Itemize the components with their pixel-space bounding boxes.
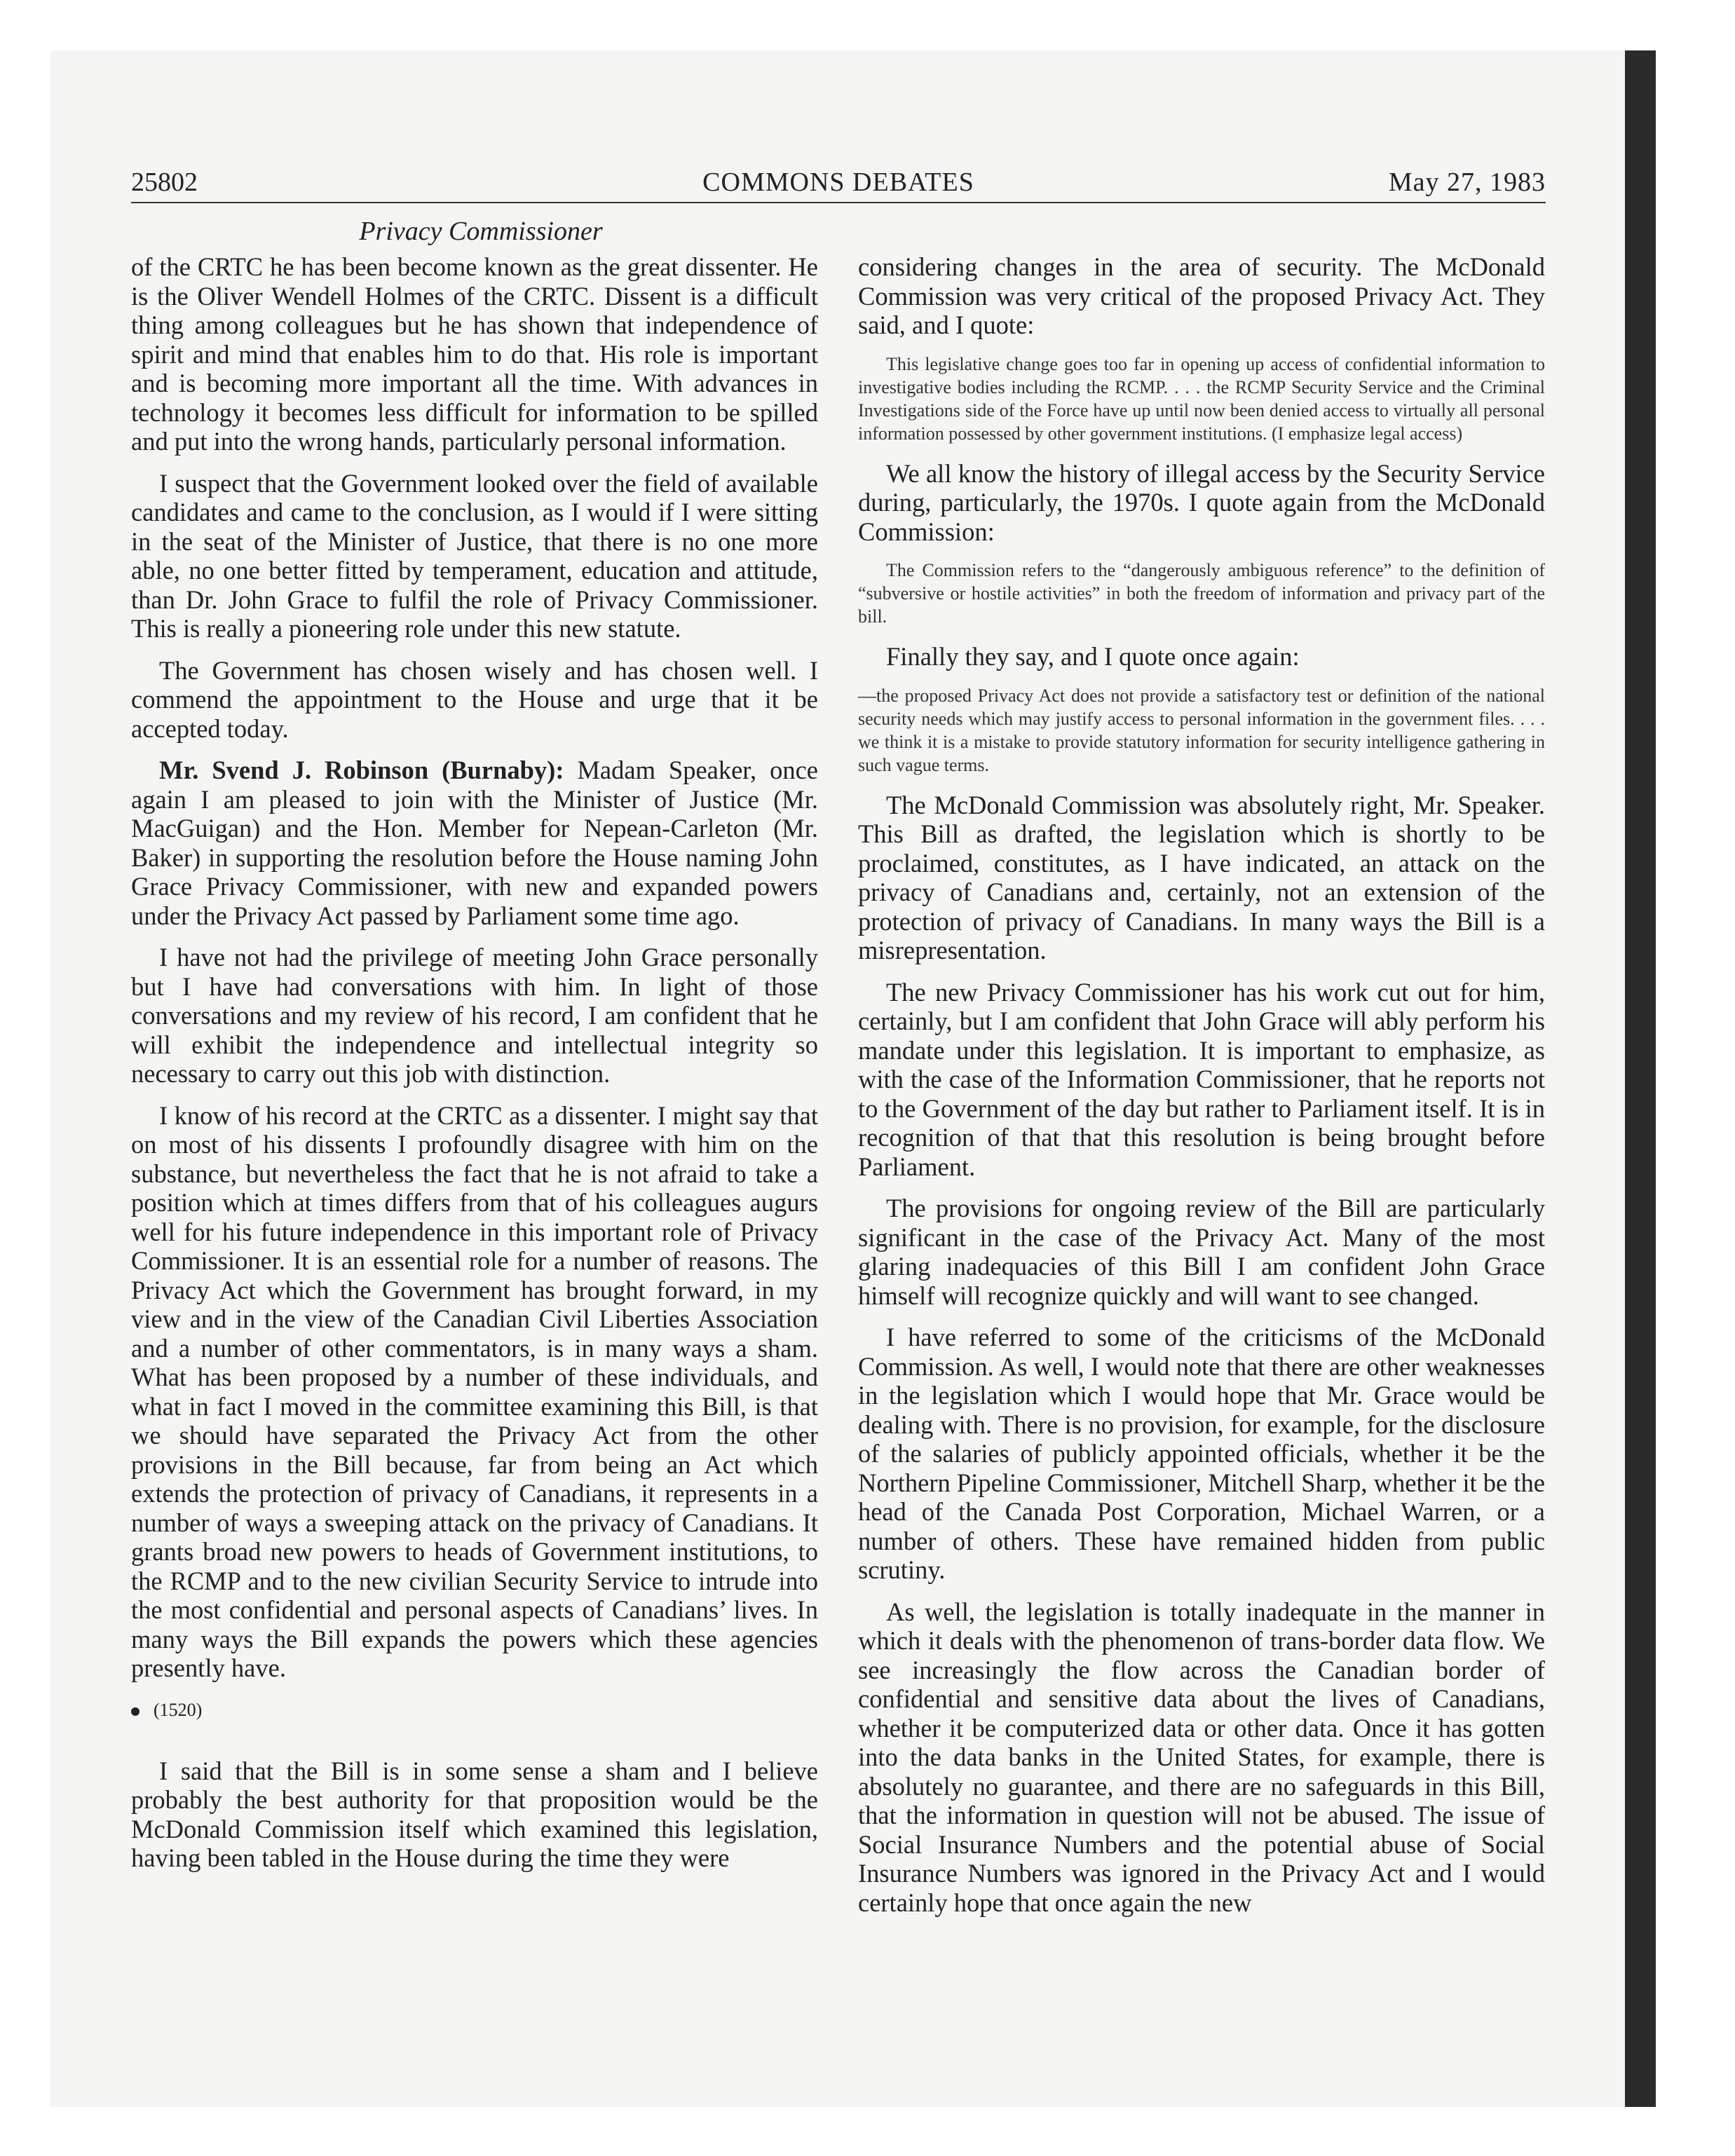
paragraph: The new Privacy Commissioner has his work cut out for him, certainly, but I am confident that John Grace will ably perform his mandate under this legislation. It is important to emphasize, as with the case of the Information Commissioner, that he reports not to the Government of the day but rather to Parliament itself. It is in recognition of that that this resolution is being brought before Parliament. (858, 977, 1545, 1181)
paragraph: Finally they say, and I quote once again: (886, 642, 1300, 671)
page-header (131, 163, 1546, 202)
paragraph: The provisions for ongoing review of the Bill are particularly significant in the case of the Privacy Act. Many of the most glaring inadequacies of this Bill I am confident John Grace himself will recognize quickly and will want to see changed. (858, 1194, 1545, 1310)
paragraph: I have referred to some of the criticisms of the McDonald Commission. As well, I would note that there are other weaknesses in the legislation which I would hope that Mr. Grace would be dealing with. There is no provision, for example, for the disclosure of the salaries of publicly appointed officials, whether it be the Northern Pipeline Commissioner, Mitchell Sharp, whether it be the head of the Canada Post Corporation, Michael Warren, or a number of others. These have remained hidden from public scrutiny. (858, 1323, 1545, 1584)
speaker-name: Mr. Svend J. Robinson (Burnaby): (159, 756, 564, 784)
paragraph: As well, the legislation is totally inadequate in the manner in which it deals with the phenomenon of trans-border data flow. We see increasingly the flow across the Canadian border of confidential and sensitive data about the lives of Canadians, whether it be computerized data or other data. Once it has gotten into the data banks in the United States, for example, there is absolutely no guarantee, and there are no safeguards in this Bill, that the information in question will not be abused. The issue of Social Insurance Numbers and the potential abuse of Social Insurance Numbers was ignored in the Privacy Act and I would certainly hope that once again the new (858, 1597, 1545, 1917)
right-column (858, 252, 1545, 1930)
block-quote: The Commission refers to the “dangerously ambiguous reference” to the definition of “subversive or hostile activities” in both the freedom of information and privacy part of the bill. (858, 560, 1545, 627)
block-quote: —the proposed Privacy Act does not provide a satisfactory test or definition of the national security needs which may justify access to personal information in the government files. . . . we think it is a mistake to provide statutory information for security intelligence gathering in such vague terms. (858, 685, 1545, 775)
paragraph (131, 756, 818, 930)
paragraph: The Government has chosen wisely and has chosen well. I commend the appointment to the House and urge that it be accepted today. (131, 655, 818, 743)
publication-title: COMMONS DEBATES (702, 168, 974, 197)
paragraph: considering changes in the area of security. The McDonald Commission was very critical of the proposed Privacy Act. They said, and I quote: (858, 252, 1545, 339)
paragraph: I have not had the privilege of meeting John Grace personally but I have had conversations with him. In light of those conversations and my review of his record, I am confident that he will exhibit the independence and intellectual integrity so necessary to carry out this job with distinction. (131, 943, 818, 1088)
left-column (131, 252, 818, 1885)
paragraph: of the CRTC he has been become known as the great dissenter. He is the Oliver Wendell Holmes of the CRTC. Dissent is a difficult thing among colleagues but he has shown that independence of spirit and mind that enables him to do that. His role is important and is becoming more important all the time. With advances in technology it becomes less difficult for information to be spilled and put into the wrong hands, particularly personal information. (131, 252, 818, 456)
paragraph: The McDonald Commission was absolutely right, Mr. Speaker. This Bill as drafted, the legislation which is shortly to be proclaimed, constitutes, as I have indicated, an attack on the privacy of Canadians and, certainly, not an extension of the protection of privacy of Canadians. In many ways the Bill is a misrepresentation. (858, 790, 1545, 964)
paragraph: I know of his record at the CRTC as a dissenter. I might say that on most of his dissents I profoundly disagree with him on the substance, but nevertheless the fact that he is not afraid to take a position which at times differs from that of his colleagues augurs well for his future independence in this important role of Privacy Commissioner. It is an essential role for a number of reasons. The Privacy Act which the Government has brought forward, in my view and in the view of the Canadian Civil Liberties Association and a number of other commentators, is in many ways a sham. What has been proposed by a number of these individuals, and what in fact I moved in the committee examining this Bill, is that we should have separated the Privacy Act from the other provisions in the Bill because, far from being an Act which extends the protection of privacy of Canadians, it represents in a number of ways a sweeping attack on the privacy of Canadians. It grants broad new powers to heads of Government institutions, to the RCMP and to the new civilian Security Service to intrude into the most confidential and personal aspects of Canadians’ lives. In many ways the Bill expands the powers which these agencies presently have. (131, 1100, 818, 1682)
speech-text: Madam Speaker, once again I am pleased to join with the Minister of Justice (Mr. MacGuigan) and the Hon. Member for Nepean-Carleton (Mr. Baker) in supporting the resolution before the House naming John Grace Privacy Commissioner, with new and expanded powers under the Privacy Act passed by Parliament some time ago. (131, 756, 818, 930)
paragraph: I said that the Bill is in some sense a sham and I believe probably the best authority for that proposition would be the McDonald Commission itself which examined this legislation, having been tabled in the House during the time they were (131, 1756, 818, 1872)
paragraph: I suspect that the Government looked over the field of available candidates and came to the conclusion, as I would if I were sitting in the seat of the Minister of Justice, that there is no one more able, no one better fitted by temperament, education and attitude, than Dr. John Grace to fulfil the role of Privacy Commissioner. This is really a pioneering role under this new statute. (131, 468, 818, 643)
paragraph: We all know the history of illegal access by the Security Service during, particularly, the 1970s. I quote again from the McDonald Commission: (858, 458, 1545, 546)
page-number: 25802 (131, 168, 198, 197)
section-subhead: Privacy Commissioner (359, 217, 603, 246)
block-quote: This legislative change goes too far in opening up access of confidential information to investigative bodies including the RCMP. . . . the RCMP Security Service and the Criminal Investigations side of the Force have up until now been denied access to virtually all personal information possessed by other government institutions. (I emphasize legal access) (858, 353, 1545, 444)
time-marker (131, 1698, 818, 1721)
header-rule (131, 202, 1546, 203)
scan-edge-bar (1625, 50, 1656, 2107)
bullet-icon (131, 1707, 140, 1716)
time-marker-label: (1520) (154, 1699, 203, 1720)
publication-date: May 27, 1983 (1388, 168, 1546, 197)
